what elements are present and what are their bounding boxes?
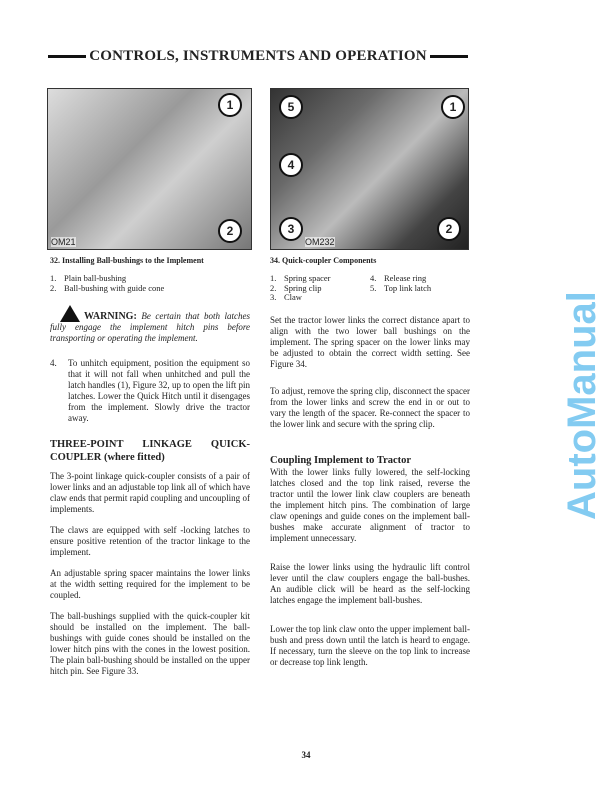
callout-2: 2 [437, 217, 461, 241]
paragraph: Lower the top link claw onto the upper implement ball-bush and press down until the latch is heard to engage. If necessary, turn the sleeve on the top link to increase or decrease top link length. [270, 623, 470, 667]
legend-number: 1. [270, 273, 277, 283]
watermark: AutoManual [560, 291, 604, 520]
paragraph: To adjust, remove the spring clip, disconnect the spacer from the lower links and screw the end in or out to vary the length of the spacer. Re-connect the spacer to the lower link and secure with the spring clip. [270, 385, 470, 429]
warning-text: Be certain that both latches fully engage the implement hitch pins before transporting or operating the implement. [50, 311, 250, 343]
section-header [48, 48, 468, 65]
paragraph: With the lower links fully lowered, the self-locking latches closed and the top link raised, reverse the tractor until the lower link claw couplers are beneath the implement hitch pins. The combination of large claw openings and guide cones on the implement ball-bushes make accurate alignment of tractor to implement unnecessary. [270, 466, 470, 543]
section-heading: Coupling Implement to Tractor [270, 454, 412, 466]
legend-number: 3. [270, 292, 277, 302]
paragraph: An adjustable spring spacer maintains the lower links at the width setting required for the implement to be coupled. [50, 568, 250, 600]
figure-34-image [270, 88, 469, 250]
callout-3: 3 [279, 217, 303, 241]
page-number: 34 [301, 750, 311, 760]
warning-icon [60, 305, 80, 322]
legend-text: Release ring [384, 273, 427, 283]
callout-5: 5 [279, 95, 303, 119]
section-title: CONTROLS, INSTRUMENTS AND OPERATION [89, 48, 427, 64]
figure-32-image [47, 88, 252, 250]
callout-2: 2 [218, 219, 242, 243]
figure-code: OM232 [305, 237, 335, 247]
header-rule [430, 55, 468, 58]
legend-text: Ball-bushing with guide cone [64, 282, 165, 293]
right-column [270, 256, 470, 678]
legend-text: Spring clip [284, 282, 322, 293]
legend-number: 5. [370, 282, 377, 293]
figure-34-legend [270, 274, 470, 303]
legend-text: Claw [284, 292, 302, 302]
legend-number: 2. [270, 282, 277, 293]
legend-text: Spring spacer [284, 273, 331, 283]
callout-1: 1 [218, 93, 242, 117]
section-heading: THREE-POINT LINKAGE QUICK-COUPLER (where fitted) [50, 439, 250, 463]
paragraph: Raise the lower links using the hydraulic lift control lever until the claw couplers engage the ball-bushes. An audible click will be heard as the self-locking latches engage the implement ball-bushes. [270, 561, 470, 605]
left-column [50, 256, 250, 687]
warning-label: WARNING: [84, 311, 137, 322]
figure-32-legend [50, 274, 250, 293]
legend-number: 4. [370, 273, 377, 283]
legend-number: 2. [50, 282, 57, 293]
callout-4: 4 [279, 153, 303, 177]
paragraph: The ball-bushings supplied with the quick-coupler kit should be installed on the implement. The ball-bushings with guide cones should be installed on the lower hitch pins with the cones in the lowest position. The plain ball-bushing should be installed on the upper hitch pin. See Figure 33. [50, 611, 250, 676]
figure-34-caption: 34. Quick-coupler Components [270, 256, 377, 265]
paragraph: Set the tractor lower links the correct distance apart to align with the two lower ball bushings on the implement. The spring spacer on the lower links may be adjusted to obtain the correct width setting. See Figure 34. [270, 314, 470, 369]
legend-number: 1. [50, 273, 57, 283]
legend-text: Top link latch [384, 282, 432, 293]
step-text: To unhitch equipment, position the equipment so that it will not fall when unhitched and pull the latch handles (1), Figure 32, up to open the lift pin latches. Lower the Quick Hitch until it disengages from the implement. Slowly drive the tractor away. [68, 358, 250, 423]
paragraph: The 3-point linkage quick-coupler consists of a pair of lower links and an adjustable top link all of which have claw ends that permit rapid coupling and uncoupling of implements. [50, 471, 250, 514]
header-rule [48, 55, 86, 58]
warning-block [50, 305, 250, 344]
step-number: 4. [50, 358, 57, 368]
callout-1: 1 [441, 95, 465, 119]
figure-32-caption: 32. Installing Ball-bushings to the Implement [50, 256, 204, 265]
figure-code: OM21 [51, 237, 76, 247]
paragraph: The claws are equipped with self -locking latches to ensure positive retention of the tractor linkage to the implement. [50, 525, 250, 557]
legend-text: Plain ball-bushing [64, 273, 127, 283]
step-4 [50, 358, 250, 424]
